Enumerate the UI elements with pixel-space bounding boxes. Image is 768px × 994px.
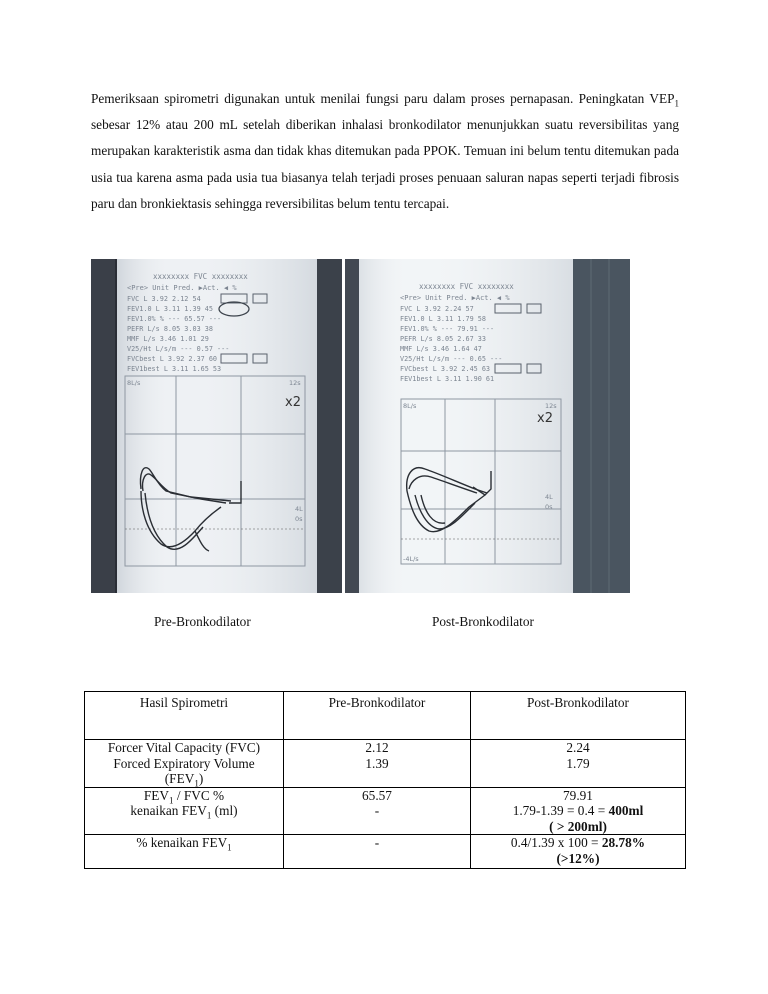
scale-label: 4L bbox=[545, 493, 553, 501]
subscript: 1 bbox=[674, 98, 679, 109]
post-bronchodilator-caption: Post-Bronkodilator bbox=[432, 614, 534, 629]
scale-label: 12s bbox=[545, 402, 557, 410]
printout-row: FVCbest L 3.92 2.45 63 bbox=[400, 365, 491, 373]
label-increase-ml: kenaikan $FEV_1$ (ml) bbox=[130, 803, 238, 821]
scale-label: 8L/s bbox=[403, 402, 417, 410]
printout-row: V25/Ht L/s/m --- 0.65 --- bbox=[400, 355, 503, 363]
table-cell-post bbox=[471, 740, 686, 788]
printout-row: FEV1.0% % --- 65.57 --- bbox=[127, 315, 222, 323]
table-header-row bbox=[85, 692, 686, 740]
printout-row: FEV1.0 L 3.11 1.79 58 bbox=[400, 315, 486, 323]
scale-label: 0s bbox=[295, 515, 303, 523]
printout-row: FEV1best L 3.11 1.65 53 bbox=[127, 365, 222, 373]
table-cell-pre bbox=[284, 787, 471, 835]
pre-bronchodilator-caption: Pre-Bronkodilator bbox=[154, 614, 251, 629]
label-ratio: $FEV_1$ / FVC % bbox=[143, 787, 225, 806]
printout-row: PEFR L/s 8.05 3.03 38 bbox=[127, 325, 213, 333]
table-row bbox=[85, 740, 686, 788]
scale-label: 8L/s bbox=[127, 379, 141, 387]
table-cell-label bbox=[85, 740, 284, 788]
printout-row: FEV1.0% % --- 79.91 --- bbox=[400, 325, 495, 333]
post-fvc-value: 2.24 bbox=[566, 740, 590, 755]
table-cell-label bbox=[85, 787, 284, 835]
label-fev1-abbrev: $(FEV_1)$ bbox=[164, 771, 204, 789]
table-header-cell: Post-Bronkodilator bbox=[471, 692, 686, 740]
scale-label: 4L bbox=[295, 505, 303, 513]
paragraph-text-1: Pemeriksaan spirometri digunakan untuk menilai fungsi paru dalam proses pernapasan. Peningkatan VEP bbox=[91, 91, 675, 106]
label-fvc: Forcer Vital Capacity (FVC) bbox=[107, 740, 261, 755]
post-percent-value: 0.4/1.39 x 100 = 28.78% bbox=[510, 835, 646, 850]
pre-percent-value: - bbox=[374, 835, 380, 850]
printout-row: FVC L 3.92 2.24 57 bbox=[400, 305, 474, 313]
paragraph-text-2: sebesar 12% atau 200 mL setelah diberikan inhalasi bronkodilator menunjukkan suatu reversibilitas yang merupakan karakteristik asma dan tidak khas ditemukan pada PPOK. Temuan ini belum tentu ditemukan pada usia tua karena asma pada usia tua biasanya telah terjadi proses penuaan saluran napas seperti terjadi fibrosis paru dan bronkiektasis sehingga reversibilitas belum tentu tercapai. bbox=[91, 117, 679, 211]
pre-ratio-value: 65.57 bbox=[362, 787, 392, 803]
pre-increase-value: - bbox=[374, 803, 380, 818]
scale-label: 12s bbox=[289, 379, 301, 387]
scale-label: -4L/s bbox=[403, 555, 419, 563]
table-row bbox=[85, 787, 686, 835]
pre-fev1-value: 1.39 bbox=[365, 755, 389, 771]
printout-row: FVCbest L 3.92 2.37 60 bbox=[127, 355, 218, 363]
multiplier-label: x2 bbox=[537, 411, 553, 426]
printout-row: FEV1best L 3.11 1.90 61 bbox=[400, 375, 495, 383]
table-cell-pre bbox=[284, 835, 471, 869]
pre-bronchodilator-photo bbox=[91, 259, 342, 593]
printout-row: PEFR L/s 8.05 2.67 33 bbox=[400, 335, 486, 343]
printout-row: V25/Ht L/s/m --- 0.57 --- bbox=[127, 345, 230, 353]
post-ratio-value: 79.91 bbox=[563, 787, 593, 803]
scale-label: 0s bbox=[545, 503, 553, 511]
table-header-cell: Hasil Spirometri bbox=[85, 692, 284, 740]
printout-row: MMF L/s 3.46 1.01 29 bbox=[127, 335, 209, 343]
pre-fvc-value: 2.12 bbox=[365, 740, 389, 755]
printout-row: FEV1.0 L 3.11 1.39 45 bbox=[127, 305, 213, 313]
printout-row: MMF L/s 3.46 1.64 47 bbox=[400, 345, 482, 353]
printout-columns: <Pre> Unit Pred. ▶Act. ◀ % bbox=[400, 294, 510, 302]
table-cell-pre bbox=[284, 740, 471, 788]
table-cell-post bbox=[471, 787, 686, 835]
printout-header: xxxxxxxx FVC xxxxxxxx bbox=[419, 282, 514, 291]
table-cell-post bbox=[471, 835, 686, 869]
post-increase-value: 1.79-1.39 = 0.4 = 400ml bbox=[512, 803, 644, 818]
label-fev: Forced Expiratory Volume bbox=[113, 755, 255, 771]
table-cell-label bbox=[85, 835, 284, 869]
table-header-cell: Pre-Bronkodilator bbox=[284, 692, 471, 740]
post-bronchodilator-photo bbox=[345, 259, 630, 593]
post-increase-note: ( > 200ml) bbox=[549, 818, 607, 834]
printout-row: FVC L 3.92 2.12 54 bbox=[127, 295, 201, 303]
spirometry-results-table bbox=[84, 691, 686, 869]
multiplier-label: x2 bbox=[285, 395, 301, 410]
post-fev1-value: 1.79 bbox=[566, 755, 590, 771]
printout-header: xxxxxxxx FVC xxxxxxxx bbox=[153, 272, 248, 281]
printout-columns: <Pre> Unit Pred. ▶Act. ◀ % bbox=[127, 284, 237, 292]
label-percent-increase: % kenaikan $FEV_1$ bbox=[136, 835, 232, 853]
post-percent-note: (>12%) bbox=[556, 850, 600, 866]
table-row bbox=[85, 835, 686, 869]
body-paragraph bbox=[91, 86, 679, 217]
